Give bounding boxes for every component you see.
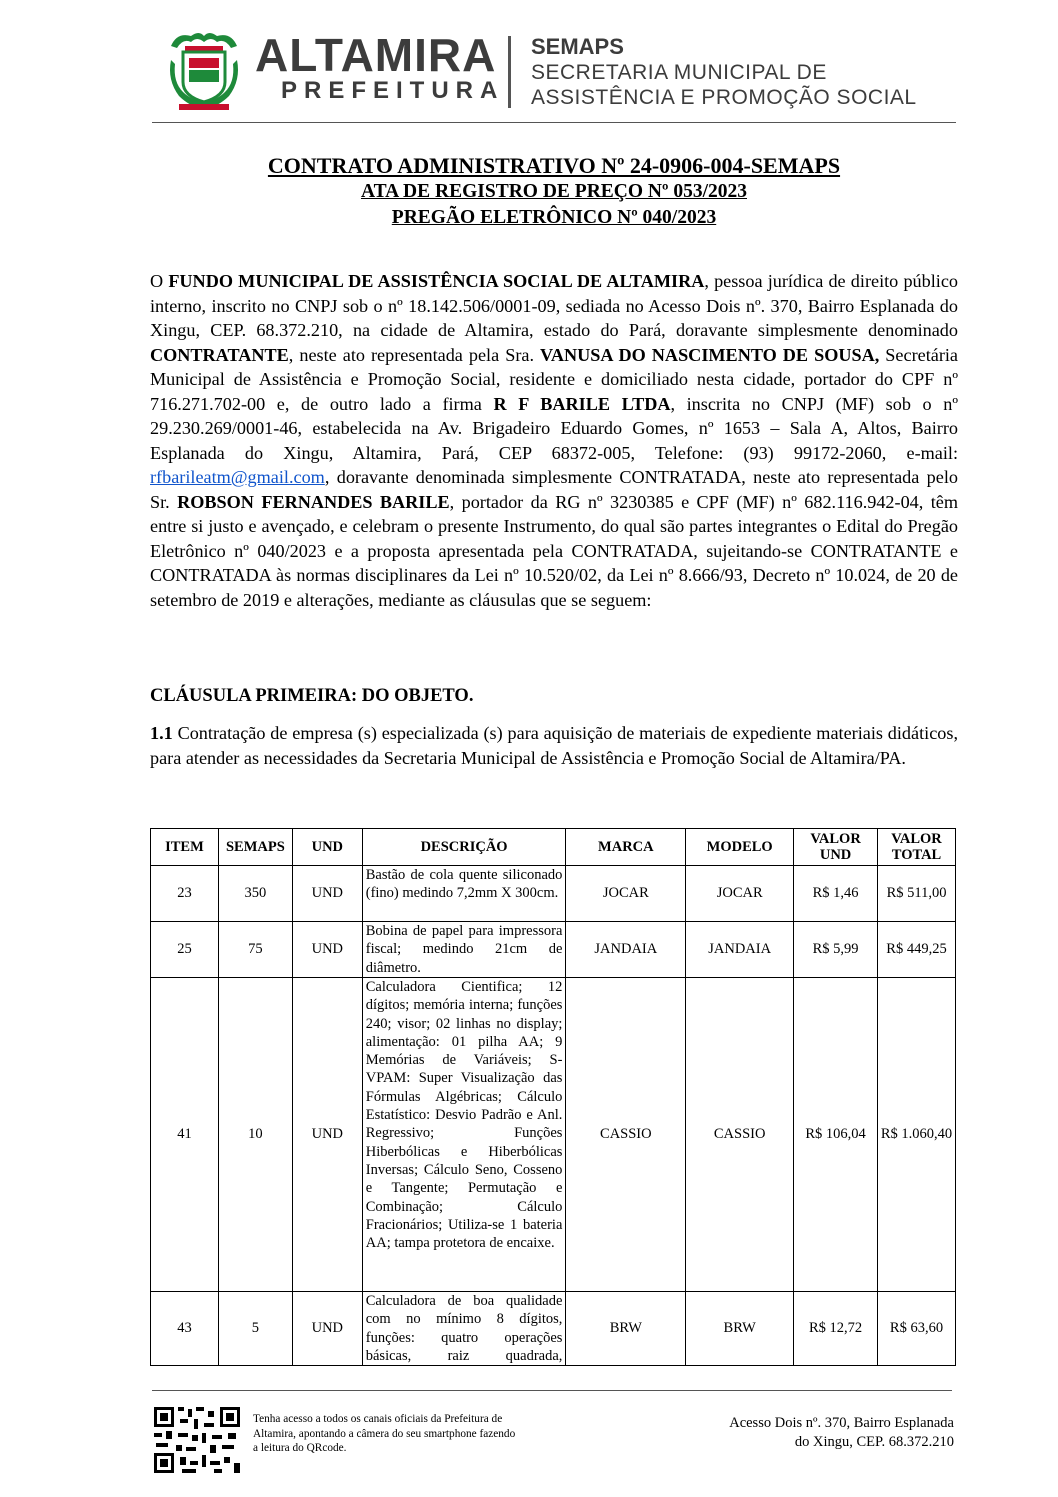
cell-marca: JANDAIA (566, 922, 686, 978)
col-header-descricao: DESCRIÇÃO (362, 829, 566, 866)
cell-valor-total: R$ 1.060,40 (878, 978, 956, 1292)
table-row (151, 922, 956, 978)
cell-modelo: BRW (686, 1292, 794, 1366)
cell-valor-total: R$ 511,00 (878, 866, 956, 922)
clause-text (150, 721, 958, 770)
cell-semaps: 350 (218, 866, 292, 922)
intro-text: , doravante denominada simplesmente CONTRATADA, neste ato representada pelo Sr. (150, 467, 958, 512)
table-row (151, 1292, 956, 1366)
cell-valor-und: R$ 12,72 (794, 1292, 878, 1366)
footer-divider (152, 1390, 952, 1391)
clause-heading: CLÁUSULA PRIMEIRA: DO OBJETO. (150, 686, 474, 706)
cell-descricao: Bobina de papel para impressora fiscal; medindo 21cm de diâmetro. (362, 922, 566, 978)
cell-und: UND (292, 922, 362, 978)
org-name-line2: ASSISTÊNCIA E PROMOÇÃO SOCIAL (531, 86, 917, 109)
cell-marca: JOCAR (566, 866, 686, 922)
footer-address (729, 1414, 954, 1452)
intro-paragraph (150, 269, 958, 612)
contratante-label: CONTRATANTE (150, 344, 289, 365)
cell-modelo: CASSIO (686, 978, 794, 1292)
cell-descricao: Calculadora de boa qualidade com no mínimo 8 dígitos, funções: quatro operações básicas, raiz quadrada, (362, 1292, 566, 1366)
cell-modelo: JOCAR (686, 866, 794, 922)
intro-text: , neste ato representada pela Sra. (288, 344, 541, 365)
representative-name: ROBSON FERNANDES BARILE (177, 491, 450, 512)
cell-valor-total: R$ 63,60 (878, 1292, 956, 1366)
col-header-valor-und (794, 829, 878, 866)
clause-body: Contratação de empresa (s) especializada (s) para aquisição de materiais de expediente materiais didáticos, para atender as necessidades da Secretaria Municipal de Assistência e Promoção Social de Altamira/PA. (150, 723, 958, 768)
cell-valor-und: R$ 106,04 (794, 978, 878, 1292)
cell-und: UND (292, 1292, 362, 1366)
cell-valor-und: R$ 5,99 (794, 922, 878, 978)
col-header-semaps: SEMAPS (218, 829, 292, 866)
cell-item: 43 (151, 1292, 219, 1366)
cell-semaps: 75 (218, 922, 292, 978)
intro-text: O (150, 271, 169, 291)
table-row (151, 866, 956, 922)
col-header-modelo: MODELO (686, 829, 794, 866)
municipal-crest-logo (165, 30, 243, 114)
clause-number: 1.1 (150, 723, 173, 743)
intro-text: , pessoa jurídica de direito público interno, inscrito no CNPJ sob o nº 18.142.506/0001-09, sediada no Acesso Dois nº. 370, Bairro Esplanada do Xingu, CEP. 68.372.210, na cidade de Altamira, estado do Pará, doravante simplesmente denominado (150, 271, 958, 340)
org-short-name: SEMAPS (531, 34, 624, 59)
address-line2: do Xingu, CEP. 68.372.210 (794, 1434, 954, 1450)
cell-semaps: 10 (218, 978, 292, 1292)
qr-note: Tenha acesso a todos os canais oficiais da Prefeitura de Altamira, apontando a câmera do seu smartphone fazendo a leitura do QRcode. (253, 1413, 516, 1454)
qr-code-icon[interactable] (152, 1405, 242, 1475)
cell-und: UND (292, 978, 362, 1292)
cell-semaps: 5 (218, 1292, 292, 1366)
cell-marca: BRW (566, 1292, 686, 1366)
contractor-fund-name: FUNDO MUNICIPAL DE ASSISTÊNCIA SOCIAL DE ALTAMIRA (168, 271, 705, 291)
col-header-valor-total (878, 829, 956, 866)
logo-divider (508, 36, 511, 108)
cell-marca: CASSIO (566, 978, 686, 1292)
ata-title: ATA DE REGISTRO DE PREÇO Nº 053/2023 (360, 181, 747, 202)
logo-main-text: ALTAMIRA (255, 29, 497, 81)
letterhead (155, 22, 955, 112)
cell-valor-und: R$ 1,46 (794, 866, 878, 922)
logo-sub-text: PREFEITURA (281, 77, 505, 104)
pregao-title: PREGÃO ELETRÔNICO Nº 040/2023 (391, 207, 717, 228)
cell-descricao: Calculadora Cientifica; 12 dígitos; memória interna; funções 240; visor; 02 linhas no display; alimentação: 01 pilha AA; 9 Memórias de Variáveis; S-VPAM: Super Visualização das Fórmulas Algébricas; Cálculo Estatístico: Desvio Padrão e Anl. Regressivo; Funções Hiberbólicas e Hiberbólicas Inversas; Cálculo Seno, Cosseno e Tangente; Permutação e Combinação; Cálculo Fracionários; Utiliza-se 1 bateria AA; tampa protetora de encaixe. (362, 978, 566, 1292)
cell-item: 25 (151, 922, 219, 978)
col-header-item: ITEM (151, 829, 219, 866)
secretary-name: VANUSA DO NASCIMENTO DE SOUSA, (540, 344, 880, 365)
contract-title: CONTRATO ADMINISTRATIVO Nº 24-0906-004-SEMAPS (267, 153, 841, 178)
items-table (150, 828, 956, 1366)
col-header-text: TOTAL (891, 847, 942, 863)
email-link[interactable]: rfbarileatm@gmail.com (150, 467, 325, 487)
table-row (151, 978, 956, 1292)
cell-und: UND (292, 866, 362, 922)
document-title (150, 153, 958, 231)
cell-modelo: JANDAIA (686, 922, 794, 978)
prefeitura-logo (255, 29, 505, 104)
col-header-text: VALOR (810, 831, 861, 847)
secretariat-name (531, 34, 917, 110)
cell-item: 23 (151, 866, 219, 922)
col-header-text: VALOR (891, 831, 942, 847)
cell-item: 41 (151, 978, 219, 1292)
cell-valor-total: R$ 449,25 (878, 922, 956, 978)
col-header-marca: MARCA (566, 829, 686, 866)
intro-text: Secretária Municipal de Assistência e Promoção Social, residente e domiciliado nesta cidade, portador do CPF nº 716.271.702-00 e, de outro lado a firma (150, 344, 959, 414)
table-header-row (151, 829, 956, 866)
address-line1: Acesso Dois nº. 370, Bairro Esplanada (729, 1415, 954, 1431)
header-divider (152, 122, 956, 123)
intro-text: , inscrita no CNPJ (MF) sob o nº 29.230.269/0001-46, estabelecida na Av. Brigadeiro Eduardo Gomes, nº 1653 – Sala A, Altos, Bairro Esplanada do Xingu, Altamira, Pará, CEP 68372-005, Telefone: (93) 99172-2060, e-mail: (150, 393, 958, 463)
col-header-und: UND (292, 829, 362, 866)
cell-descricao: Bastão de cola quente siliconado (fino) medindo 7,2mm X 300cm. (362, 866, 566, 922)
company-name: R F BARILE LTDA (493, 393, 671, 414)
col-header-text: UND (819, 847, 852, 863)
org-name-line1: SECRETARIA MUNICIPAL DE (531, 61, 827, 84)
intro-text: , portador da RG nº 3230385 e CPF (MF) nº 682.116.942-04, têm entre si justo e avençado, e celebram o presente Instrumento, do qual são partes integrantes o Edital do Pregão Eletrônico nº 040/2023 e a proposta apresentada pela CONTRATADA, sujeitando-se CONTRATANTE e CONTRATADA às normas disciplinares da Lei nº 10.520/02, da Lei nº 8.666/93, Decreto nº 10.024, de 20 de setembro de 2019 e alterações, mediante as cláusulas que se seguem: (150, 491, 958, 610)
